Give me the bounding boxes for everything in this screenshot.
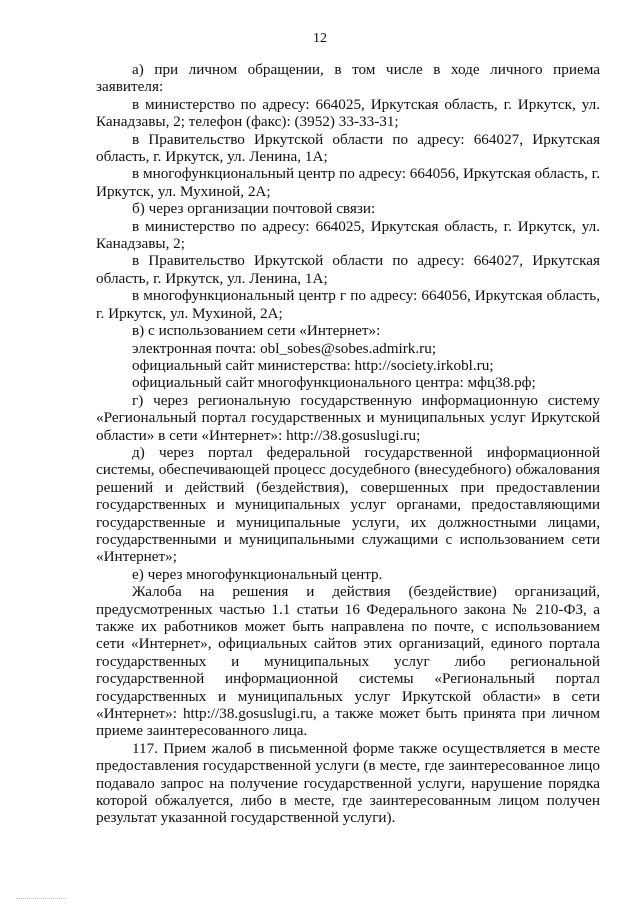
paragraph-b-postal: б) через организации почтовой связи:: [132, 200, 376, 218]
paragraph-postal-ministry: в министерство по адресу: 664025, Иркутская область, г. Иркутск, ул. Канадзавы, 2;: [96, 217, 600, 253]
paragraph-postal-mfc: в многофункциональный центр г по адресу: 664056, Иркутская область, г. Иркутск, ул. Мухиной, 2А;: [96, 287, 600, 322]
paragraph-email: электронная почта: obl_sobes@sobes.admirk.ru;: [132, 339, 437, 357]
paragraph-117: 117. Прием жалоб в письменной форме также осуществляется в месте предоставления государственной услуги (в месте, где заинтересованное лицо подавало запрос на получение государственной услуги, нарушение порядка которой обжалуется, либо в месте, где заинтересованным лицом получен результат указанной государственной услуги).: [96, 739, 600, 827]
document-body: [96, 61, 600, 827]
paragraph-d-federal-portal: д) через портал федеральной государственной информационной системы, обеспечивающей процесс досудебного (внесудебного) обжалования решений и действий (бездействия), совершенных при предоставлении государственных и муниципальных услуг органами, предоставляющими государственные и муниципальные услуги, их должностными лицами, государственными и муниципальными служащими с использованием сети «Интернет»;: [96, 443, 600, 566]
paragraph-c-internet: в) с использованием сети «Интернет»:: [132, 322, 381, 340]
paragraph-a-personal: а) при личном обращении, в том числе в ходе личного приема заявителя:: [96, 61, 600, 96]
paragraph-postal-government: в Правительство Иркутской области по адресу: 664027, Иркутская область, г. Иркутск, ул. Ленина, 1А;: [96, 252, 600, 287]
paragraph-mfc-address: в многофункциональный центр по адресу: 664056, Иркутская область, г. Иркутск, ул. Мухиной, 2А;: [96, 165, 600, 200]
paragraph-mfc-site: официальный сайт многофункционального центра: мфц38.рф;: [132, 374, 536, 392]
paragraph-ministry-site: официальный сайт министерства: http://society.irkobl.ru;: [132, 356, 494, 374]
paragraph-ministry-address: в министерство по адресу: 664025, Иркутская область, г. Иркутск, ул. Канадзавы, 2; телефон (факс): (3952) 33-33-31;: [96, 95, 600, 131]
scan-artifact-line: [16, 898, 66, 899]
paragraph-e-mfc: е) через многофункциональный центр.: [132, 565, 383, 583]
page-number: 12: [313, 31, 327, 46]
paragraph-g-regional-portal: г) через региональную государственную информационную систему «Региональный портал государственных и муниципальных услуг Иркутской области» в сети «Интернет»: http://38.gosuslugi.ru;: [96, 391, 600, 444]
paragraph-government-address: в Правительство Иркутской области по адресу: 664027, Иркутская область, г. Иркутск, ул. Ленина, 1А;: [96, 130, 600, 166]
paragraph-complaint-organizations: Жалоба на решения и действия (бездействие) организаций, предусмотренных частью 1.1 статьи 16 Федерального закона № 210-ФЗ, а также их работников может быть направлена по почте, с использованием сети «Интернет», официальных сайтов этих организаций, единого портала государственных и муниципальных услуг либо региональной государственной информационной системы «Региональный портал государственных и муниципальных услуг Иркутской области» в сети «Интернет»: http://38.gosuslugi.ru, а также может быть принята при личном приеме заинтересованного лица.: [96, 583, 600, 740]
